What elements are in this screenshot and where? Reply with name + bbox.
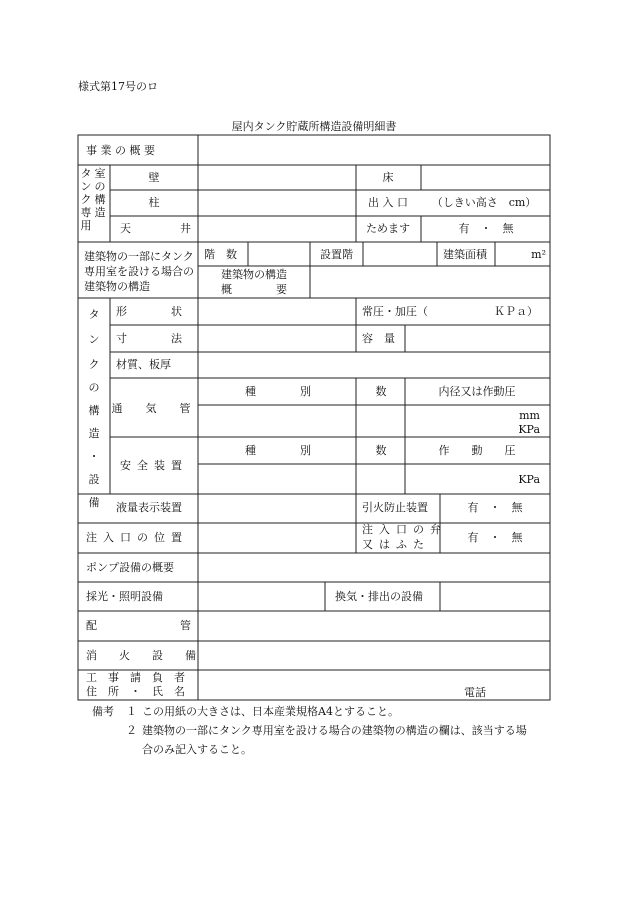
- sump-label: ためます: [366, 222, 410, 235]
- inlet-valve-label-2: 又はふた: [362, 538, 430, 551]
- shape-label: 形 状: [116, 305, 182, 318]
- inlet-valve-label-1: 注入口の弁: [362, 523, 447, 536]
- sump-yes-no: 有 ・ 無: [458, 222, 514, 235]
- vent-type-header: 種 別: [245, 385, 311, 398]
- fire-equipment-label: 消 火 設 備: [86, 649, 196, 662]
- notes-label: 備考: [92, 705, 114, 718]
- dimensions-label: 寸 法: [116, 332, 182, 345]
- ventilation-label: 換気・排出の設備: [335, 590, 423, 603]
- threshold-label: （しきい高さ cm）: [431, 196, 537, 209]
- vent-unit-kpa: KPa: [518, 423, 540, 436]
- safety-type-header: 種 別: [245, 444, 311, 457]
- capacity-label: 容 量: [362, 332, 395, 345]
- business-overview-label: 事 業 の 概 要: [86, 144, 155, 157]
- form-number: 様式第17号のロ: [78, 80, 158, 93]
- piping-label-a: 配: [86, 619, 97, 632]
- structure-overview-label-2: 概 要: [221, 283, 287, 296]
- pillar-label: 柱: [148, 196, 160, 209]
- building-structure-label: 建築物の一部にタンク専用室を設ける場合の建築物の構造: [84, 250, 194, 293]
- phone-label: 電話: [464, 686, 486, 699]
- ceiling-label-a: 天: [120, 222, 131, 235]
- level-indicator-label: 液量表示装置: [116, 501, 182, 514]
- note-2-number: ２: [126, 724, 137, 737]
- safety-device-label: 安全装置: [120, 459, 188, 472]
- note-2-line-2: 合のみ記入すること。: [142, 743, 252, 756]
- inlet-valve-yes-no: 有 ・ 無: [467, 531, 523, 544]
- page-title: 屋内タンク貯蔵所構造設備明細書: [231, 120, 397, 133]
- contractor-label-1: 工 事 請 負 者: [86, 671, 185, 684]
- pressure-label: 常圧・加圧（ ＫＰａ）: [362, 305, 538, 318]
- tank-room-side-label-2: 室の構造: [94, 167, 106, 219]
- pump-label: ポンプ設備の概要: [86, 561, 174, 574]
- area-unit: m²: [531, 248, 546, 261]
- note-1: この用紙の大きさは、日本産業規格A4とすること。: [142, 705, 399, 718]
- piping-label-b: 管: [180, 619, 191, 632]
- floor-label: 床: [382, 171, 394, 184]
- install-floor-label: 設置階: [320, 248, 353, 261]
- tank-room-side-label-1: タンク専用: [80, 167, 92, 232]
- inlet-label: 出 入 口: [368, 196, 408, 209]
- structure-overview-label-1: 建築物の構造: [221, 268, 287, 281]
- vent-count-header: 数: [375, 385, 387, 398]
- ceiling-label-b: 井: [180, 222, 191, 235]
- note-1-number: １: [126, 705, 137, 718]
- contractor-label-2: 住 所 ・ 氏 名: [86, 685, 185, 698]
- lighting-label: 採光・照明設備: [86, 590, 163, 603]
- inlet-position-label: 注入口の位置: [86, 531, 188, 544]
- floors-label: 階 数: [204, 248, 237, 261]
- safety-pressure-header: 作 動 圧: [438, 444, 516, 457]
- safety-unit-kpa: KPa: [518, 473, 540, 486]
- flame-arrester-label: 引火防止装置: [362, 501, 428, 514]
- vent-unit-mm: mm: [519, 409, 540, 422]
- material-label: 材質、板厚: [116, 358, 171, 371]
- area-label: 建築面積: [443, 248, 487, 261]
- note-2-line-1: 建築物の一部にタンク専用室を設ける場合の建築物の構造の欄は、該当する場: [142, 724, 527, 737]
- vent-pipe-label: 通 気 管: [111, 402, 197, 415]
- flame-arrester-yes-no: 有 ・ 無: [467, 501, 523, 514]
- safety-count-header: 数: [375, 444, 387, 457]
- wall-label: 壁: [148, 171, 160, 184]
- vent-diameter-header: 内径又は作動圧: [438, 385, 516, 398]
